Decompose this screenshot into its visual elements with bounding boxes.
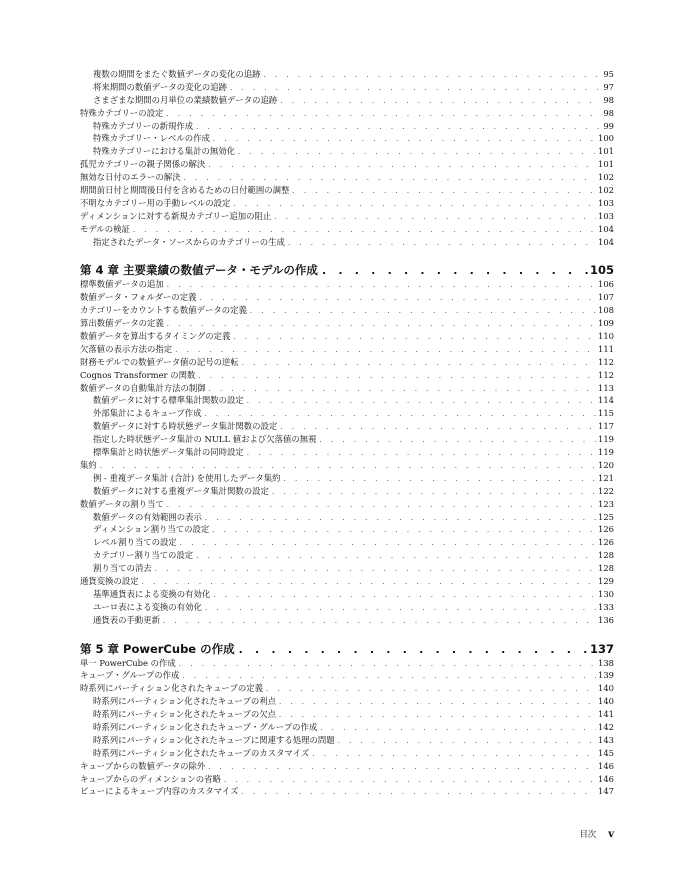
toc-entry-title: 数値データに対する重複データ集計関数の設定 bbox=[93, 485, 269, 496]
toc-entry[interactable] bbox=[80, 210, 614, 223]
chapter-title: 第 5 章 PowerCube の作成 bbox=[80, 641, 235, 656]
toc-entry-title: 数値データ・フォルダーの定義 bbox=[80, 292, 197, 303]
toc-entry[interactable] bbox=[80, 132, 614, 145]
toc-entry-page: 130 bbox=[598, 588, 614, 599]
dot-leader bbox=[184, 172, 597, 184]
toc-entry[interactable] bbox=[80, 171, 614, 184]
toc-entry-page: 139 bbox=[598, 670, 614, 681]
dot-leader bbox=[242, 357, 596, 369]
toc-entry-page: 115 bbox=[598, 408, 614, 419]
toc-entry-title: 数値データに対する時状態データ集計関数の設定 bbox=[93, 421, 278, 432]
toc-entry-page: 146 bbox=[598, 760, 614, 771]
dot-leader bbox=[238, 146, 596, 158]
toc-entry-title: 数値データを算出するタイミングの定義 bbox=[80, 331, 231, 342]
toc-entry-page: 98 bbox=[603, 107, 614, 118]
toc-entry[interactable] bbox=[80, 614, 614, 627]
chapter-title: 第 4 章 主要業績の数値データ・モデルの作成 bbox=[80, 263, 318, 278]
dot-leader bbox=[239, 642, 588, 657]
dot-leader bbox=[274, 211, 596, 223]
toc-entry[interactable] bbox=[80, 317, 614, 330]
dot-leader bbox=[196, 121, 601, 133]
toc-entry-page: 138 bbox=[598, 657, 614, 668]
toc-entry[interactable] bbox=[80, 433, 614, 446]
toc-entry-title: モデルの検証 bbox=[80, 223, 130, 234]
toc-entry-title: 孤児カテゴリーの親子関係の解決 bbox=[80, 159, 206, 170]
dot-leader bbox=[155, 563, 596, 575]
toc-entry-page: 122 bbox=[598, 485, 614, 496]
table-of-contents bbox=[80, 68, 614, 798]
toc-entry-title: 集約 bbox=[80, 459, 97, 470]
toc-entry-title: 時系列にパーティション化されたキューブの欠点 bbox=[93, 709, 276, 720]
dot-leader bbox=[175, 344, 596, 356]
dot-leader bbox=[312, 748, 596, 760]
toc-entry-page: 125 bbox=[598, 511, 614, 522]
toc-entry-title: 特殊カテゴリーの新規作成 bbox=[93, 120, 194, 131]
dot-leader bbox=[338, 735, 596, 747]
dot-leader bbox=[209, 383, 596, 395]
toc-entry[interactable] bbox=[80, 459, 614, 472]
toc-entry[interactable] bbox=[80, 382, 614, 395]
toc-entry[interactable] bbox=[80, 682, 614, 695]
toc-entry-title: カテゴリー割り当ての設定 bbox=[93, 550, 194, 561]
dot-leader bbox=[133, 224, 596, 236]
dot-leader bbox=[280, 95, 601, 107]
toc-entry-page: 120 bbox=[598, 459, 614, 470]
chapter-page: 105 bbox=[589, 263, 614, 278]
toc-entry-page: 126 bbox=[598, 537, 614, 548]
toc-entry[interactable] bbox=[80, 407, 614, 420]
dot-leader bbox=[272, 486, 596, 498]
toc-entry-page: 129 bbox=[598, 575, 614, 586]
toc-entry-title: 特殊カテゴリーの設定 bbox=[80, 107, 164, 118]
toc-entry[interactable] bbox=[80, 343, 614, 356]
dot-leader bbox=[167, 279, 596, 291]
dot-leader bbox=[213, 133, 596, 145]
toc-entry-title: ユーロ表による変換の有効化 bbox=[93, 601, 202, 612]
toc-entry-title: レベル割り当ての設定 bbox=[93, 537, 177, 548]
toc-entry-page: 100 bbox=[598, 133, 614, 144]
toc-entry[interactable] bbox=[80, 773, 614, 786]
toc-entry-title: 無効な日付のエラーの解決 bbox=[80, 172, 181, 183]
toc-entry-title: さまざまな期間の月単位の業績数値データの追跡 bbox=[93, 94, 278, 105]
dot-leader bbox=[247, 395, 596, 407]
toc-entry[interactable] bbox=[80, 523, 614, 536]
toc-entry[interactable] bbox=[80, 278, 614, 291]
toc-entry-title: キューブからの数値データの除外 bbox=[80, 760, 206, 771]
toc-entry[interactable] bbox=[80, 734, 614, 747]
dot-leader bbox=[230, 82, 601, 94]
chapter-4-heading[interactable] bbox=[80, 262, 614, 278]
toc-entry-page: 128 bbox=[598, 563, 614, 574]
toc-entry-page: 142 bbox=[598, 721, 614, 732]
toc-entry-page: 112 bbox=[598, 369, 614, 380]
toc-entry-page: 145 bbox=[598, 747, 614, 758]
toc-entry-title: 外部集計によるキューブ作成 bbox=[93, 408, 202, 419]
toc-entry-page: 143 bbox=[598, 734, 614, 745]
toc-entry-page: 112 bbox=[598, 356, 614, 367]
toc-entry[interactable] bbox=[80, 369, 614, 382]
toc-entry-title: 例 - 重複データ集計 (合計) を使用したデータ集約 bbox=[93, 472, 281, 483]
toc-entry[interactable] bbox=[80, 498, 614, 511]
toc-entry-page: 97 bbox=[603, 81, 614, 92]
toc-entry-title: 時系列にパーティション化されたキューブの定義 bbox=[80, 683, 263, 694]
dot-leader bbox=[284, 473, 596, 485]
dot-leader bbox=[279, 696, 596, 708]
toc-entry-title: 期間前日付と期間後日付を含めるための日付範囲の調整 bbox=[80, 185, 290, 196]
toc-entry[interactable] bbox=[80, 657, 614, 670]
toc-entry-page: 146 bbox=[598, 773, 614, 784]
toc-entry-title: 特殊カテゴリー・レベルの作成 bbox=[93, 133, 210, 144]
toc-entry[interactable] bbox=[80, 197, 614, 210]
toc-entry[interactable] bbox=[80, 601, 614, 614]
dot-leader bbox=[204, 408, 596, 420]
dot-leader bbox=[180, 537, 596, 549]
toc-entry-page: 140 bbox=[598, 696, 614, 707]
toc-entry-title: 指定されたデータ・ソースからのカテゴリーの生成 bbox=[93, 236, 285, 247]
toc-entry-title: 通貨変換の設定 bbox=[80, 575, 139, 586]
toc-entry-title: 単一 PowerCube の作成 bbox=[80, 657, 176, 668]
toc-group-chapter4 bbox=[80, 278, 614, 626]
toc-entry-page: 106 bbox=[598, 279, 614, 290]
dot-leader bbox=[288, 237, 596, 249]
dot-leader bbox=[322, 263, 588, 278]
toc-entry-page: 136 bbox=[598, 614, 614, 625]
toc-entry-title: 数値データの有効範囲の表示 bbox=[93, 511, 202, 522]
toc-entry[interactable] bbox=[80, 721, 614, 734]
toc-entry[interactable] bbox=[80, 511, 614, 524]
dot-leader bbox=[142, 576, 596, 588]
toc-entry-title: 時系列にパーティション化されたキューブ・グループの作成 bbox=[93, 721, 318, 732]
toc-entry-title: 標準数値データの追加 bbox=[80, 279, 164, 290]
dot-leader bbox=[233, 331, 596, 343]
toc-entry-page: 102 bbox=[598, 172, 614, 183]
toc-entry-page: 141 bbox=[598, 709, 614, 720]
toc-entry-page: 128 bbox=[598, 550, 614, 561]
toc-entry[interactable] bbox=[80, 420, 614, 433]
dot-leader bbox=[167, 318, 596, 330]
toc-entry-title: 不明なカテゴリー用の手動レベルの設定 bbox=[80, 197, 231, 208]
toc-entry[interactable] bbox=[80, 472, 614, 485]
toc-entry[interactable] bbox=[80, 747, 614, 760]
toc-entry-page: 108 bbox=[598, 305, 614, 316]
toc-entry-title: 算出数値データの定義 bbox=[80, 318, 164, 329]
toc-entry-page: 117 bbox=[598, 421, 614, 432]
toc-entry[interactable] bbox=[80, 588, 614, 601]
toc-entry-page: 111 bbox=[598, 343, 614, 354]
toc-entry-title: 数値データの割り当て bbox=[80, 498, 164, 509]
toc-entry[interactable] bbox=[80, 81, 614, 94]
toc-entry-page: 101 bbox=[598, 146, 614, 157]
toc-entry[interactable] bbox=[80, 304, 614, 317]
chapter-5-heading[interactable] bbox=[80, 641, 614, 657]
dot-leader bbox=[250, 305, 596, 317]
toc-entry[interactable] bbox=[80, 223, 614, 236]
toc-entry-title: 将来期間の数値データの変化の追跡 bbox=[93, 81, 227, 92]
toc-entry-page: 114 bbox=[598, 395, 614, 406]
toc-entry[interactable] bbox=[80, 68, 614, 81]
toc-entry-page: 95 bbox=[603, 69, 614, 79]
toc-entry-page: 121 bbox=[598, 472, 614, 483]
dot-leader bbox=[266, 683, 596, 695]
toc-entry[interactable] bbox=[80, 120, 614, 133]
dot-leader bbox=[319, 434, 596, 446]
toc-entry-title: キューブからのディメンションの省略 bbox=[80, 773, 221, 784]
toc-entry[interactable] bbox=[80, 549, 614, 562]
toc-entry-page: 107 bbox=[598, 292, 614, 303]
dot-leader bbox=[208, 761, 596, 773]
dot-leader bbox=[200, 292, 597, 304]
toc-entry-title: 指定した時状態データ集計の NULL 値および欠落値の無視 bbox=[93, 434, 317, 445]
dot-leader bbox=[205, 512, 596, 524]
toc-entry-page: 110 bbox=[598, 331, 614, 342]
toc-entry-page: 119 bbox=[598, 447, 614, 458]
toc-entry-page: 147 bbox=[598, 786, 614, 797]
dot-leader bbox=[233, 198, 596, 210]
dot-leader bbox=[182, 670, 596, 682]
toc-entry-title: 標準集計と時状態データ集計の同時設定 bbox=[93, 447, 244, 458]
toc-entry-title: 数値データの自動集計方法の制御 bbox=[80, 382, 206, 393]
chapter-page: 137 bbox=[589, 641, 614, 656]
toc-entry[interactable] bbox=[80, 330, 614, 343]
dot-leader bbox=[167, 499, 596, 511]
dot-leader bbox=[247, 447, 596, 459]
dot-leader bbox=[241, 786, 596, 798]
dot-leader bbox=[166, 108, 601, 120]
toc-entry-title: キューブ・グループの作成 bbox=[80, 670, 180, 681]
toc-entry-page: 140 bbox=[598, 683, 614, 694]
toc-entry[interactable] bbox=[80, 356, 614, 369]
toc-entry[interactable] bbox=[80, 107, 614, 120]
toc-entry-page: 119 bbox=[598, 434, 614, 445]
toc-entry[interactable] bbox=[80, 394, 614, 407]
toc-entry[interactable] bbox=[80, 669, 614, 682]
toc-entry-title: 欠落値の表示方法の指定 bbox=[80, 343, 173, 354]
toc-entry-page: 133 bbox=[598, 601, 614, 612]
toc-entry-page: 99 bbox=[603, 120, 614, 131]
dot-leader bbox=[292, 185, 596, 197]
toc-entry[interactable] bbox=[80, 536, 614, 549]
dot-leader bbox=[196, 550, 596, 562]
toc-entry-title: 割り当ての消去 bbox=[93, 563, 152, 574]
toc-entry-title: 複数の期間をまたぐ数値データの変化の追跡 bbox=[93, 69, 261, 79]
toc-group-chapter3-tail bbox=[80, 68, 614, 248]
toc-entry-page: 101 bbox=[598, 159, 614, 170]
toc-entry-page: 113 bbox=[598, 382, 614, 393]
dot-leader bbox=[213, 589, 596, 601]
dot-leader bbox=[205, 602, 596, 614]
toc-entry-title: 財務モデルでの数値データ値の記号の逆転 bbox=[80, 356, 239, 367]
toc-entry-page: 126 bbox=[598, 524, 614, 535]
toc-entry-title: 特殊カテゴリーにおける集計の無効化 bbox=[93, 146, 236, 157]
toc-entry[interactable] bbox=[80, 94, 614, 107]
toc-entry-title: カテゴリーをカウントする数値データの定義 bbox=[80, 305, 247, 316]
toc-entry-title: 基準通貨表による変換の有効化 bbox=[93, 588, 211, 599]
toc-entry[interactable] bbox=[80, 485, 614, 498]
toc-entry-page: 104 bbox=[598, 236, 614, 247]
dot-leader bbox=[279, 709, 596, 721]
toc-entry-title: 通貨表の手動更新 bbox=[93, 614, 160, 625]
toc-entry-title: 時系列にパーティション化されたキューブの利点 bbox=[93, 696, 276, 707]
toc-entry-title: ディメンションに対する新規カテゴリー追加の阻止 bbox=[80, 210, 272, 221]
toc-entry-title: 時系列にパーティション化されたキューブに関連する処理の問題 bbox=[93, 734, 335, 745]
toc-entry[interactable] bbox=[80, 575, 614, 588]
toc-entry[interactable] bbox=[80, 446, 614, 459]
dot-leader bbox=[264, 69, 602, 81]
toc-entry-page: 102 bbox=[598, 185, 614, 196]
dot-leader bbox=[198, 370, 596, 382]
dot-leader bbox=[179, 658, 596, 670]
dot-leader bbox=[280, 421, 596, 433]
toc-entry[interactable] bbox=[80, 184, 614, 197]
toc-entry[interactable] bbox=[80, 562, 614, 575]
toc-entry-title: 時系列にパーティション化されたキューブのカスタマイズ bbox=[93, 747, 310, 758]
toc-entry[interactable] bbox=[80, 291, 614, 304]
toc-entry[interactable] bbox=[80, 695, 614, 708]
toc-entry[interactable] bbox=[80, 785, 614, 798]
toc-entry-page: 123 bbox=[598, 498, 614, 509]
toc-entry-title: Cognos Transformer の関数 bbox=[80, 369, 196, 380]
toc-entry[interactable] bbox=[80, 760, 614, 773]
toc-entry[interactable] bbox=[80, 236, 614, 249]
toc-entry-title: ディメンション割り当ての設定 bbox=[93, 524, 210, 535]
toc-entry[interactable] bbox=[80, 145, 614, 158]
toc-entry-title: 数値データに対する標準集計関数の設定 bbox=[93, 395, 244, 406]
dot-leader bbox=[163, 615, 596, 627]
toc-entry-page: 104 bbox=[598, 223, 614, 234]
toc-entry-page: 98 bbox=[603, 94, 614, 105]
toc-entry-page: 109 bbox=[598, 318, 614, 329]
dot-leader bbox=[208, 159, 596, 171]
toc-entry-page: 103 bbox=[598, 210, 614, 221]
toc-entry-title: ビューによるキューブ内容のカスタマイズ bbox=[80, 786, 239, 797]
toc-group-chapter5 bbox=[80, 657, 614, 799]
dot-leader bbox=[320, 722, 596, 734]
toc-entry[interactable] bbox=[80, 158, 614, 171]
dot-leader bbox=[100, 460, 596, 472]
page-number: v bbox=[608, 829, 614, 840]
footer-label: 目次 bbox=[579, 829, 597, 839]
dot-leader bbox=[224, 774, 596, 786]
dot-leader bbox=[212, 524, 596, 536]
toc-entry-page: 103 bbox=[598, 197, 614, 208]
toc-entry[interactable] bbox=[80, 708, 614, 721]
page-footer bbox=[579, 828, 614, 840]
